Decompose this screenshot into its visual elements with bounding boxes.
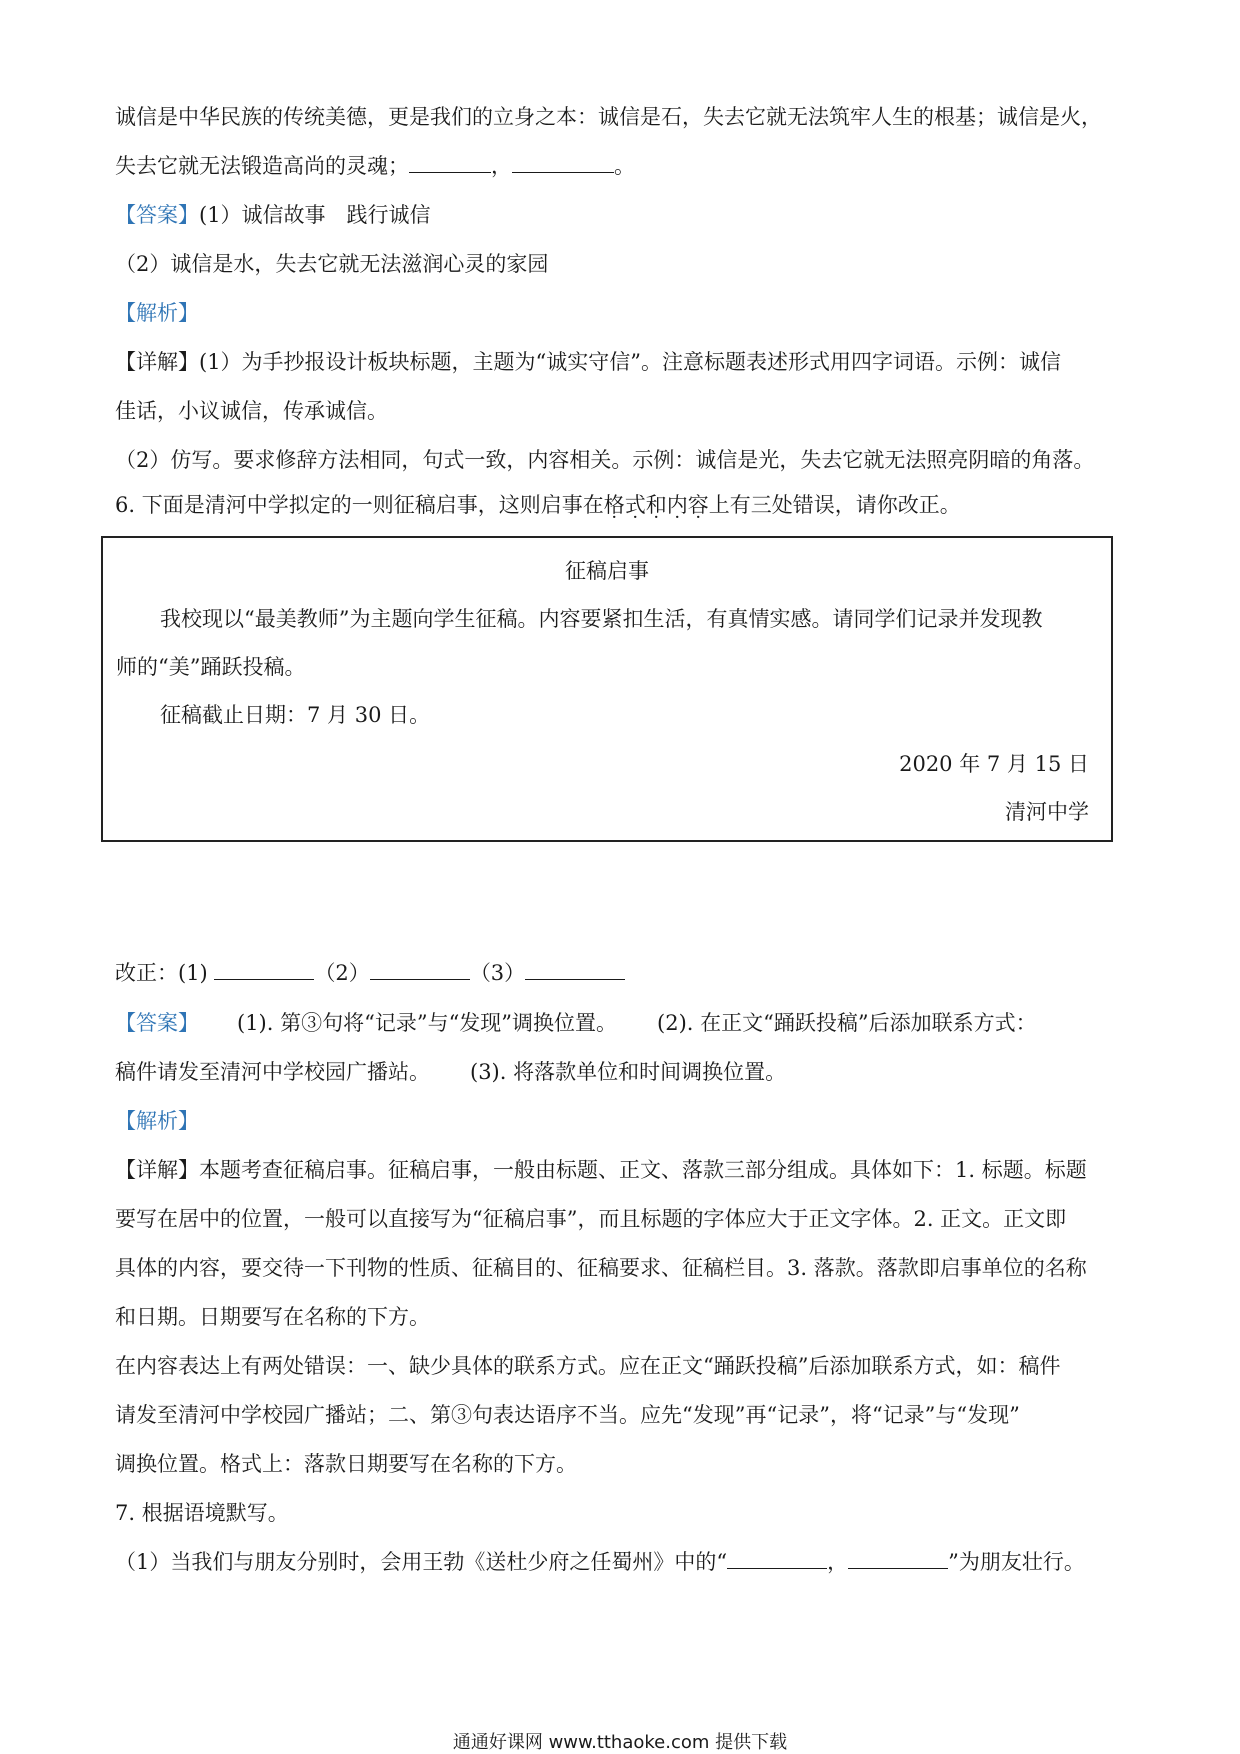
- q6-detail-2: 要写在居中的位置，一般可以直接写为“征稿启事”，而且标题的字体应大于正文字体。2. 正文。正文即: [115, 1207, 1067, 1231]
- notice-title: 征稿启事: [565, 559, 649, 583]
- q6-answer-cont: 稿件请发至清河中学校园广播站。 (3). 将落款单位和时间调换位置。: [115, 1060, 787, 1084]
- notice-box: [101, 536, 1113, 842]
- q6-detail-3: 具体的内容，要交待一下刊物的性质、征稿目的、征稿要求、征稿栏目。3. 落款。落款即启事单位的名称: [115, 1256, 1087, 1280]
- q6-analysis-tag: 【解析】: [115, 1109, 199, 1133]
- q5-blank-1[interactable]: [409, 152, 491, 173]
- q7-blank-2[interactable]: [848, 1548, 948, 1569]
- fix-blank-2[interactable]: [370, 959, 470, 980]
- q6-detail-5: 在内容表达上有两处错误：一、缺少具体的联系方式。应在正文“踊跃投稿”后添加联系方式，如：稿件: [115, 1354, 1061, 1378]
- answer-tag: 【答案】: [115, 203, 199, 227]
- q5-blank-2[interactable]: [512, 152, 614, 173]
- q5-detail-1: 【详解】(1）为手抄报设计板块标题，主题为“诚实守信”。注意标题表述形式用四字词语。示例：诚信: [115, 350, 1062, 374]
- q6-detail-7: 调换位置。格式上：落款日期要写在名称的下方。: [115, 1452, 577, 1476]
- q5-analysis-tag: 【解析】: [115, 301, 199, 325]
- detail-tag: 【详解】: [115, 350, 199, 374]
- detail-tag: 【详解】: [115, 1158, 199, 1182]
- q5-answer-2: （2）诚信是水，失去它就无法滋润心灵的家园: [115, 252, 549, 276]
- notice-body-2: 师的“美”踊跃投稿。: [116, 655, 306, 679]
- notice-deadline: 征稿截止日期：7 月 30 日。: [160, 703, 431, 727]
- q7-item-1: （1）当我们与朋友分别时，会用王勃《送杜少府之任蜀州》中的“ ， ”为朋友壮行。: [115, 1550, 1085, 1574]
- fix-blank-3[interactable]: [525, 959, 625, 980]
- q6-detail-6: 请发至清河中学校园广播站；二、第③句表达语序不当。应先“发现”再“记录”，将“记录”与“发现”: [115, 1403, 1020, 1427]
- q7-blank-1[interactable]: [727, 1548, 827, 1569]
- fix-blank-1[interactable]: [214, 959, 314, 980]
- q5-detail-2: （2）仿写。要求修辞方法相同，句式一致，内容相关。示例：诚信是光，失去它就无法照亮阴暗的角落。: [115, 448, 1095, 472]
- q7-prompt: 7. 根据语境默写。: [115, 1501, 289, 1525]
- q6-detail-1: 【详解】本题考查征稿启事。征稿启事，一般由标题、正文、落款三部分组成。具体如下：1. 标题。标题: [115, 1158, 1087, 1182]
- footer-source: 通通好课网 www.tthaoke.com 提供下载: [452, 1732, 788, 1753]
- q6-prompt: 6. 下面是清河中学拟定的一则征稿启事，这则启事在格式和内容上有三处错误，请你改正。: [115, 493, 961, 517]
- notice-date: 2020 年 7 月 15 日: [899, 752, 1089, 776]
- notice-org: 清河中学: [1005, 800, 1089, 824]
- q6-answer: 【答案】 (1). 第③句将“记录”与“发现”调换位置。 (2). 在正文“踊跃投稿”后添加联系方式：: [115, 1011, 1037, 1035]
- q5-detail-1b: 佳话，小议诚信，传承诚信。: [115, 399, 388, 423]
- q6-detail-4: 和日期。日期要写在名称的下方。: [115, 1305, 430, 1329]
- q5-text-line2: 失去它就无法锻造高尚的灵魂； ， 。: [115, 154, 635, 178]
- q5-text-line1: 诚信是中华民族的传统美德，更是我们的立身之本：诚信是石，失去它就无法筑牢人生的根基；诚信是火，: [115, 105, 1102, 129]
- q6-fix-line: 改正：(1) （2） （3）: [115, 958, 625, 988]
- answer-tag: 【答案】: [115, 1011, 199, 1035]
- notice-body-1: 我校现以“最美教师”为主题向学生征稿。内容要紧扣生活，有真情实感。请同学们记录并发现教: [160, 607, 1043, 631]
- q5-answer: 【答案】(1）诚信故事 践行诚信: [115, 203, 431, 227]
